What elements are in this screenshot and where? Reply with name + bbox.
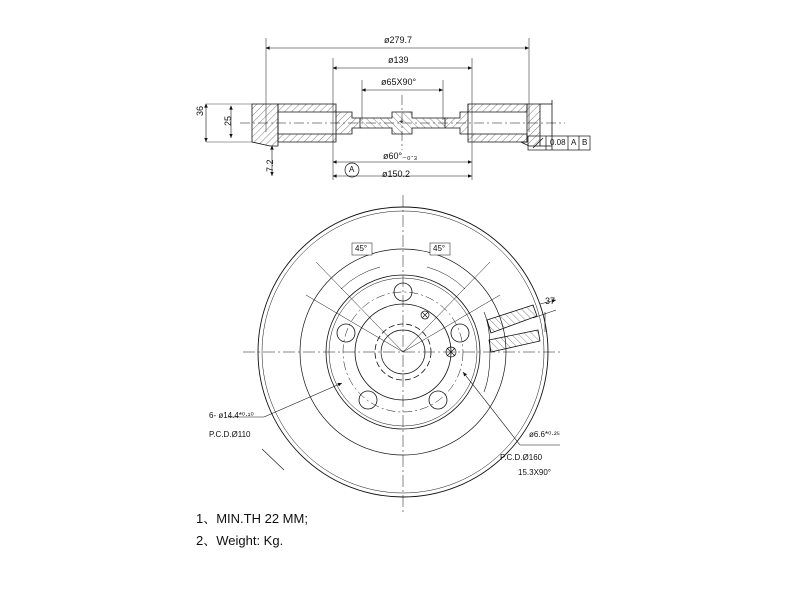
note-1: 1、MIN.TH 22 MM; [196,511,308,526]
dim-plate-thickness: 25 [223,115,233,126]
dim-hub-diameter: ø150.2 [382,169,411,179]
datum-balloon-a: A [349,165,355,174]
fcf-datum-b: B [582,138,588,147]
dim-flange-thickness: 7.2 [265,159,275,172]
centre-mark-icon: ⌖ [399,117,404,126]
dim-overall-thickness: 36 [195,105,205,116]
note-2: 2、Weight: Kg. [196,533,284,548]
dim-inner-diameter: ø139 [388,55,409,65]
dim-bolt-circle-angle: ø65X90° [381,77,417,87]
dim-outer-diameter: ø279.7 [384,35,413,45]
vane-width-dim: 37 [545,296,556,306]
small-hole-note: ø6.6*⁰·²⁵ [529,430,560,439]
notes-block [196,508,308,552]
fcf-datum-a: A [571,138,577,147]
front-view [228,195,563,512]
angle-right-label: 45° [433,244,446,253]
pcd-note-left: P.C.D.Ø110 [209,430,251,439]
fcf-tolerance: 0.08 [550,138,566,147]
bolt-hole-note: 6- ø14.4*⁰·¹⁰ [209,411,254,420]
angular-note: 15.3X90° [518,468,552,477]
angle-left-label: 45° [355,244,368,253]
dim-hub-angle: ø60°₋₀·₃ [383,151,418,161]
pcd-note-right: P.C.D.Ø160 [500,453,543,462]
